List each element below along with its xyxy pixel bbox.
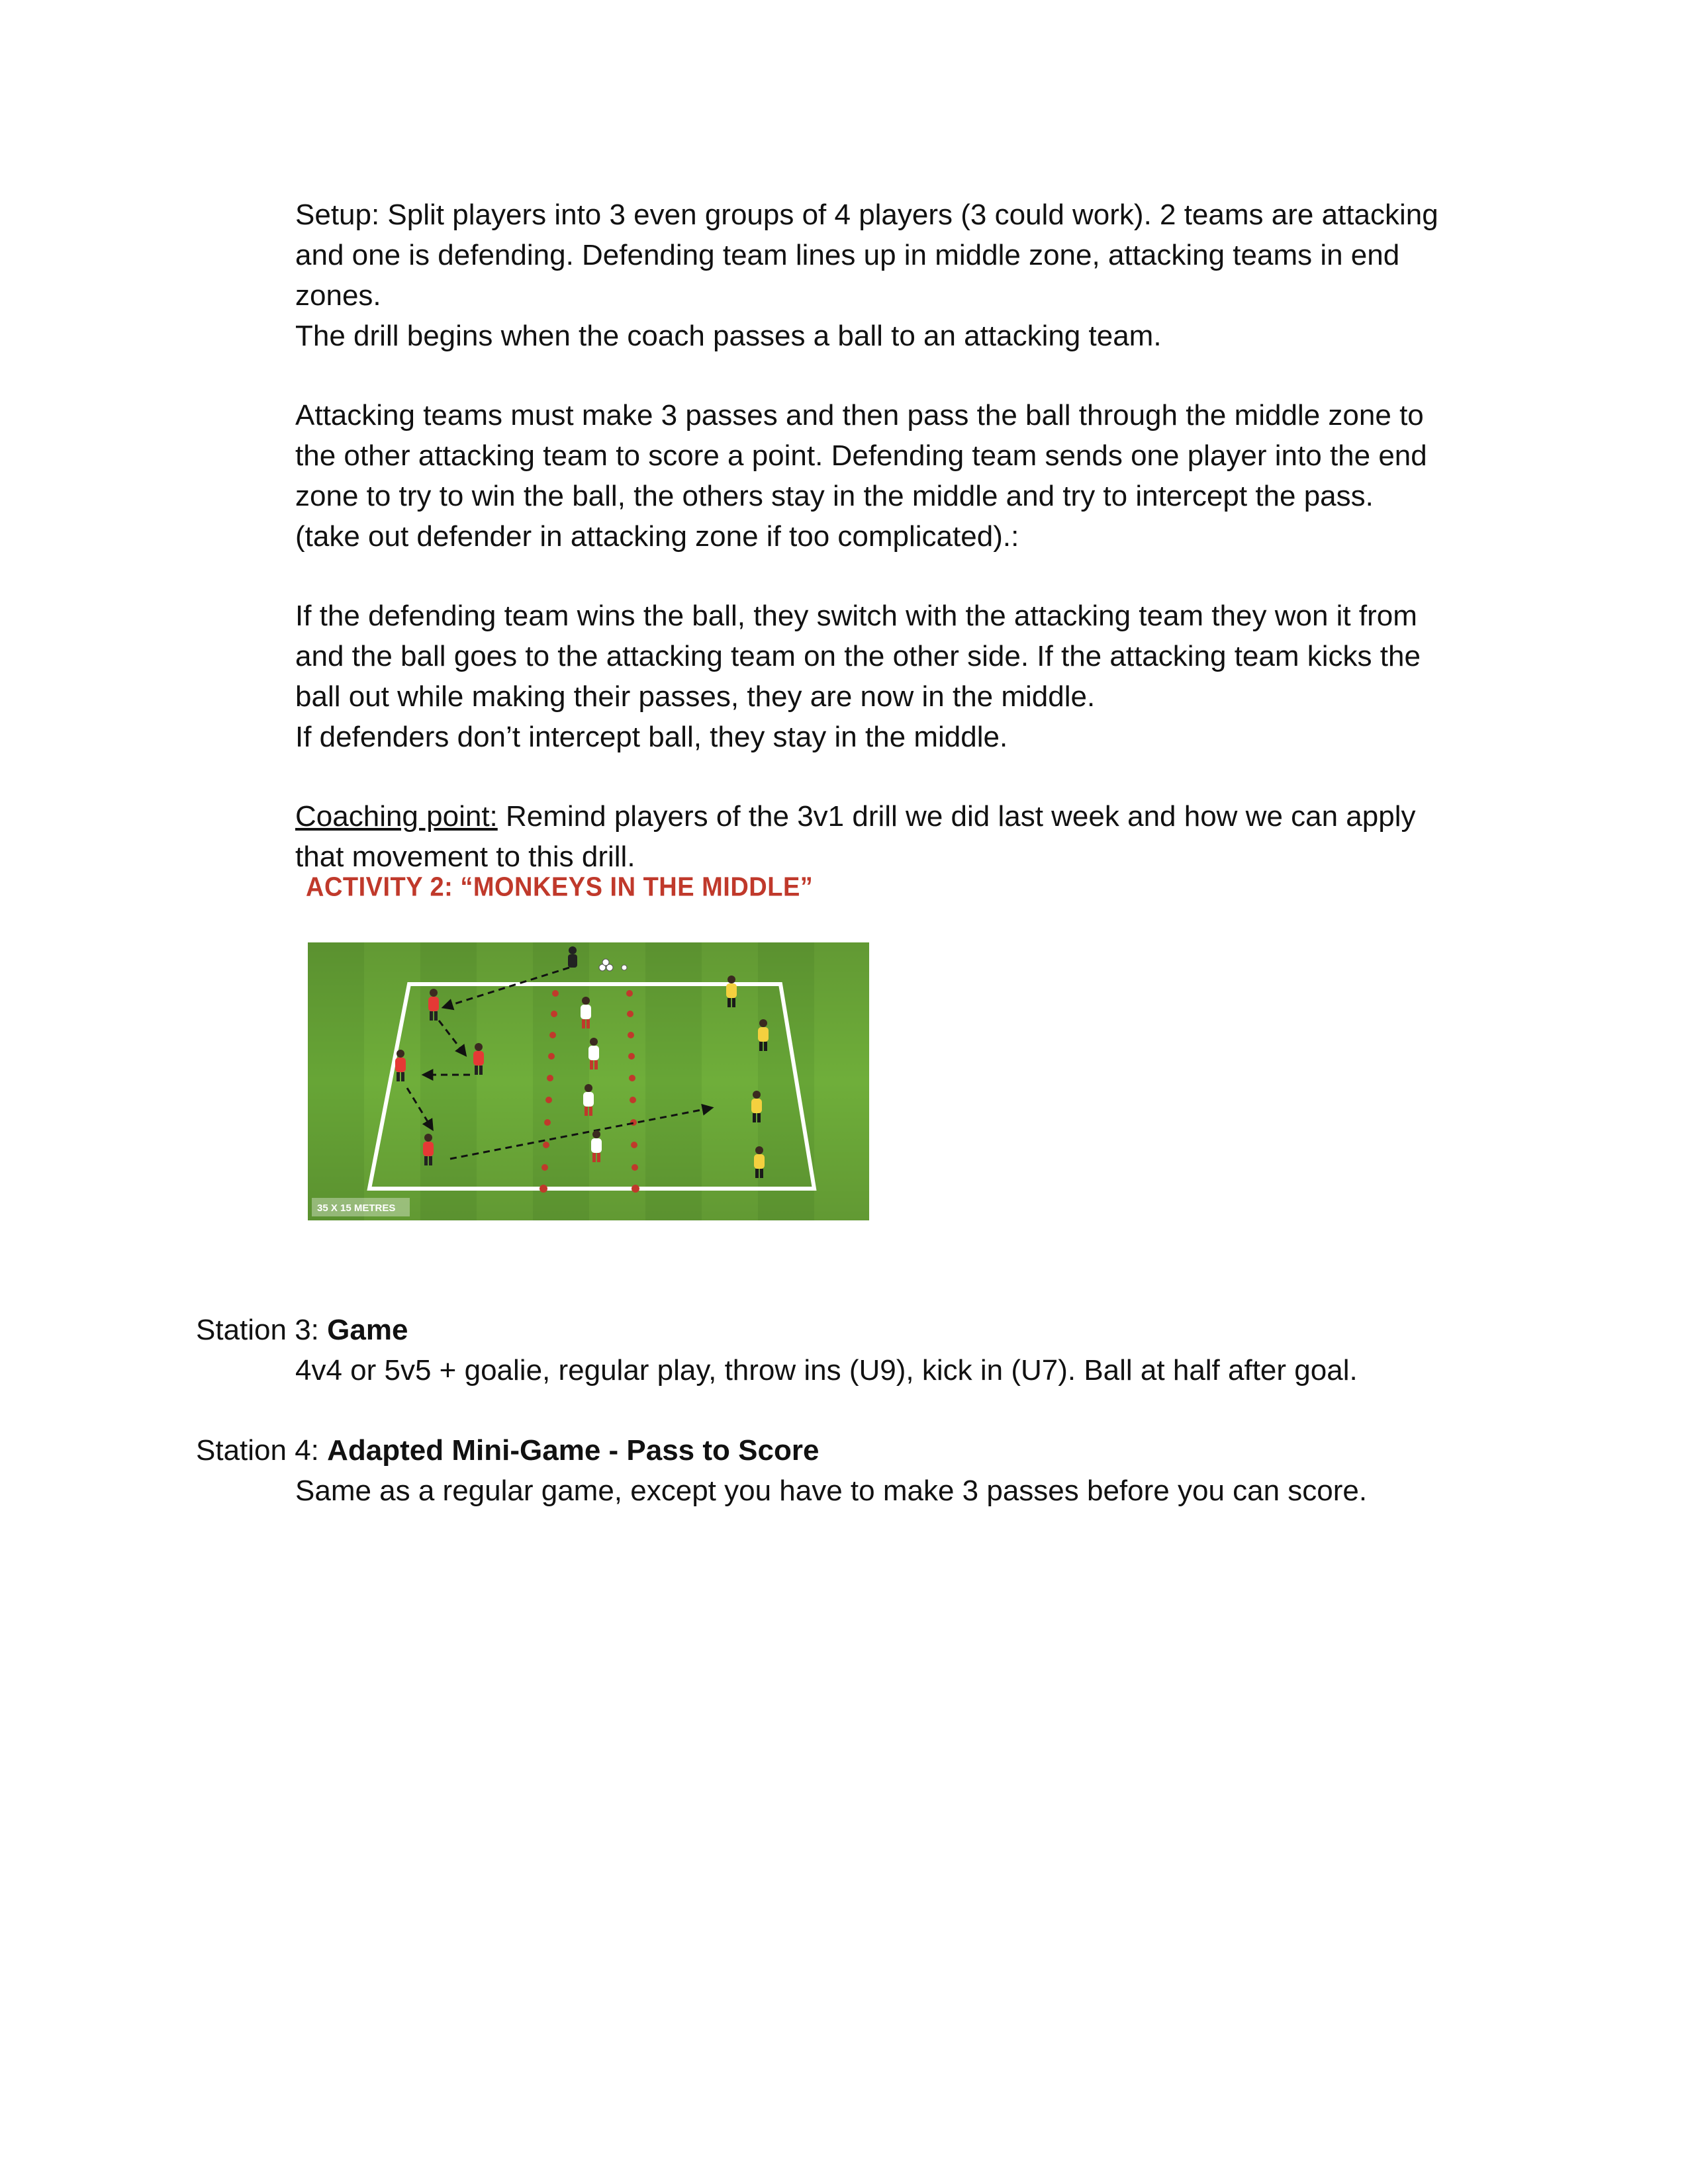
station-4-prefix: Station 4: [196,1434,328,1467]
setup-line-3: zones. [295,279,381,312]
station-3-prefix: Station 3: [196,1314,328,1346]
setup-paragraph [295,195,1487,356]
defending-line-3: ball out while making their passes, they are now in the middle. [295,680,1096,713]
station-4-title: Adapted Mini-Game - Pass to Score [327,1434,820,1467]
coach-icon [568,946,577,968]
defending-paragraph [295,596,1487,757]
defending-line-1: If the defending team wins the ball, they switch with the attacking team they won it from [295,600,1417,632]
station-4-heading [196,1430,819,1471]
setup-line-2: and one is defending. Defending team lines up in middle zone, attacking teams in end [295,239,1400,271]
field-size-label: 35 X 15 METRES [317,1203,396,1214]
coaching-paragraph [295,796,1487,877]
attacking-line-3: zone to try to win the ball, the others stay in the middle and try to intercept the pass. [295,480,1374,512]
coaching-line-1 [295,796,1487,837]
setup-line-1: Setup: Split players into 3 even groups of 4 players (3 could work). 2 teams are attacking [295,199,1438,231]
coaching-line-2: that movement to this drill. [295,841,635,873]
drill-diagram [308,942,869,1220]
station-3-heading [196,1310,408,1350]
attacking-line-2: the other attacking team to score a point. Defending team sends one player into the end [295,439,1427,472]
station-3-title: Game [327,1314,408,1346]
defending-line-2: and the ball goes to the attacking team on the other side. If the attacking team kicks the [295,640,1421,672]
attacking-line-1: Attacking teams must make 3 passes and then pass the ball through the middle zone to [295,399,1424,432]
attacking-paragraph [295,395,1487,557]
activity-title: ACTIVITY 2: “MONKEYS IN THE MIDDLE” [306,872,814,903]
defending-line-4: If defenders don’t intercept ball, they stay in the middle. [295,721,1008,753]
drill-diagram-svg [308,942,869,1220]
coaching-point-label: Coaching point: [295,800,498,833]
coaching-point-text: Remind players of the 3v1 drill we did last week and how we can apply [497,800,1416,833]
setup-line-4: The drill begins when the coach passes a ball to an attacking team. [295,320,1162,352]
station-4-description: Same as a regular game, except you have to make 3 passes before you can score. [295,1475,1368,1507]
attacking-line-4: (take out defender in attacking zone if too complicated).: [295,520,1019,553]
station-3-description: 4v4 or 5v5 + goalie, regular play, throw ins (U9), kick in (U7). Ball at half after goal. [295,1354,1358,1387]
